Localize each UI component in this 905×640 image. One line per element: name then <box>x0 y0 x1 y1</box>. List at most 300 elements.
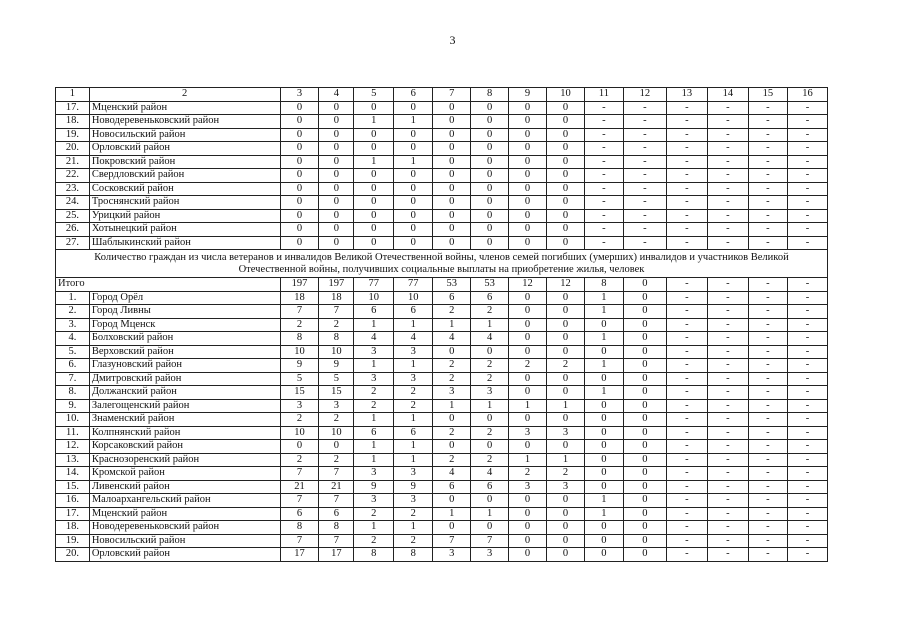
value-cell: - <box>787 291 827 305</box>
value-cell: 0 <box>547 372 585 386</box>
value-cell: - <box>787 142 827 156</box>
row-number: 6. <box>56 359 90 373</box>
value-cell: 1 <box>394 115 433 129</box>
table-row <box>56 345 828 359</box>
value-cell: - <box>666 534 707 548</box>
value-cell: 7 <box>319 494 354 508</box>
value-cell: 0 <box>547 548 585 562</box>
value-cell: 0 <box>471 223 509 237</box>
table-row <box>56 372 828 386</box>
section-title: Количество граждан из числа ветеранов и инвалидов Великой Отечественной войны, членов семей погибших (умерших) инвалидов и участников Великой Отечественной войны, получивших социальные выплаты на приобретение жилья, человек <box>56 250 828 278</box>
value-cell: 2 <box>433 372 471 386</box>
value-cell: 0 <box>354 142 394 156</box>
value-cell: 9 <box>354 480 394 494</box>
value-cell: 1 <box>547 453 585 467</box>
value-cell: - <box>707 155 748 169</box>
value-cell: 0 <box>623 413 666 427</box>
table-body <box>56 88 828 562</box>
value-cell: - <box>666 548 707 562</box>
value-cell: - <box>787 359 827 373</box>
value-cell: 0 <box>280 196 319 210</box>
value-cell: 0 <box>471 413 509 427</box>
district-name: Корсаковский район <box>89 440 280 454</box>
value-cell: 21 <box>319 480 354 494</box>
value-cell: 0 <box>509 548 547 562</box>
value-cell: 0 <box>547 386 585 400</box>
district-name: Сосковский район <box>89 182 280 196</box>
value-cell: 7 <box>280 467 319 481</box>
value-cell: 0 <box>547 507 585 521</box>
district-name: Кромской район <box>89 467 280 481</box>
value-cell: 0 <box>623 399 666 413</box>
table-row <box>56 521 828 535</box>
row-number: 20. <box>56 142 90 156</box>
value-cell: 6 <box>433 480 471 494</box>
value-cell: 6 <box>394 305 433 319</box>
value-cell: - <box>748 534 787 548</box>
value-cell: 2 <box>471 453 509 467</box>
value-cell: 2 <box>394 534 433 548</box>
value-cell: 4 <box>394 332 433 346</box>
value-cell: 0 <box>509 128 547 142</box>
value-cell: - <box>707 236 748 250</box>
value-cell: 2 <box>280 318 319 332</box>
table-row <box>56 155 828 169</box>
value-cell: - <box>787 318 827 332</box>
value-cell: 0 <box>584 467 623 481</box>
value-cell: 0 <box>280 182 319 196</box>
table-row <box>56 182 828 196</box>
header-cell: 6 <box>394 88 433 102</box>
value-cell: - <box>748 386 787 400</box>
value-cell: 0 <box>509 236 547 250</box>
header-cell: 3 <box>280 88 319 102</box>
value-cell: 0 <box>319 440 354 454</box>
value-cell: 15 <box>280 386 319 400</box>
value-cell: - <box>623 182 666 196</box>
table-row <box>56 534 828 548</box>
value-cell: 0 <box>509 534 547 548</box>
value-cell: - <box>707 142 748 156</box>
district-name: Болховский район <box>89 332 280 346</box>
row-number: 19. <box>56 534 90 548</box>
value-cell: 0 <box>623 318 666 332</box>
district-name: Орловский район <box>89 548 280 562</box>
value-cell: - <box>666 101 707 115</box>
table-row <box>56 359 828 373</box>
table-row <box>56 386 828 400</box>
value-cell: 10 <box>394 291 433 305</box>
total-value: 8 <box>584 278 623 292</box>
value-cell: 0 <box>547 182 585 196</box>
value-cell: 0 <box>471 494 509 508</box>
value-cell: 1 <box>433 399 471 413</box>
value-cell: 0 <box>509 386 547 400</box>
value-cell: 0 <box>433 440 471 454</box>
value-cell: - <box>666 413 707 427</box>
value-cell: 0 <box>394 169 433 183</box>
row-number: 10. <box>56 413 90 427</box>
value-cell: 2 <box>394 507 433 521</box>
value-cell: - <box>666 467 707 481</box>
value-cell: 9 <box>394 480 433 494</box>
value-cell: 0 <box>471 440 509 454</box>
value-cell: 10 <box>280 426 319 440</box>
table-row <box>56 101 828 115</box>
value-cell: - <box>707 548 748 562</box>
value-cell: - <box>666 291 707 305</box>
value-cell: - <box>623 223 666 237</box>
value-cell: 0 <box>623 372 666 386</box>
row-number: 25. <box>56 209 90 223</box>
value-cell: 0 <box>509 413 547 427</box>
value-cell: 0 <box>433 345 471 359</box>
value-cell: - <box>748 345 787 359</box>
value-cell: 4 <box>354 332 394 346</box>
value-cell: - <box>748 507 787 521</box>
value-cell: - <box>748 372 787 386</box>
value-cell: 1 <box>584 291 623 305</box>
value-cell: 0 <box>433 521 471 535</box>
value-cell: 0 <box>584 440 623 454</box>
value-cell: 0 <box>354 223 394 237</box>
district-name: Орловский район <box>89 142 280 156</box>
value-cell: - <box>787 534 827 548</box>
value-cell: 2 <box>319 453 354 467</box>
total-value: 197 <box>280 278 319 292</box>
value-cell: 2 <box>471 305 509 319</box>
value-cell: 0 <box>547 305 585 319</box>
value-cell: - <box>787 548 827 562</box>
table-row <box>56 413 828 427</box>
value-cell: 2 <box>547 359 585 373</box>
value-cell: - <box>748 101 787 115</box>
total-value: - <box>748 278 787 292</box>
value-cell: 0 <box>509 494 547 508</box>
value-cell: 3 <box>354 345 394 359</box>
value-cell: 0 <box>547 169 585 183</box>
table-row <box>56 507 828 521</box>
value-cell: - <box>787 467 827 481</box>
value-cell: - <box>584 169 623 183</box>
value-cell: 0 <box>547 155 585 169</box>
value-cell: 0 <box>354 169 394 183</box>
value-cell: 0 <box>433 223 471 237</box>
value-cell: 5 <box>280 372 319 386</box>
value-cell: 0 <box>584 372 623 386</box>
row-number: 7. <box>56 372 90 386</box>
value-cell: - <box>748 359 787 373</box>
value-cell: - <box>666 155 707 169</box>
value-cell: - <box>787 332 827 346</box>
total-value: - <box>787 278 827 292</box>
value-cell: 0 <box>584 534 623 548</box>
value-cell: 0 <box>433 169 471 183</box>
header-cell: 2 <box>89 88 280 102</box>
value-cell: - <box>666 223 707 237</box>
district-name: Покровский район <box>89 155 280 169</box>
value-cell: 1 <box>584 386 623 400</box>
value-cell: - <box>584 182 623 196</box>
value-cell: - <box>666 507 707 521</box>
value-cell: 0 <box>433 142 471 156</box>
value-cell: 0 <box>509 101 547 115</box>
value-cell: - <box>787 169 827 183</box>
value-cell: 0 <box>547 494 585 508</box>
value-cell: - <box>748 209 787 223</box>
row-number: 21. <box>56 155 90 169</box>
value-cell: 3 <box>509 426 547 440</box>
value-cell: 2 <box>471 372 509 386</box>
value-cell: 0 <box>471 196 509 210</box>
district-name: Новосильский район <box>89 534 280 548</box>
value-cell: 3 <box>394 494 433 508</box>
row-number: 5. <box>56 345 90 359</box>
value-cell: - <box>666 318 707 332</box>
value-cell: 7 <box>280 305 319 319</box>
row-number: 13. <box>56 453 90 467</box>
value-cell: - <box>787 236 827 250</box>
value-cell: - <box>787 521 827 535</box>
value-cell: 9 <box>280 359 319 373</box>
value-cell: 0 <box>319 128 354 142</box>
district-name: Хотынецкий район <box>89 223 280 237</box>
table-row <box>56 318 828 332</box>
value-cell: - <box>623 128 666 142</box>
value-cell: 1 <box>394 440 433 454</box>
value-cell: - <box>666 494 707 508</box>
value-cell: - <box>748 155 787 169</box>
district-name: Ливенский район <box>89 480 280 494</box>
value-cell: 17 <box>280 548 319 562</box>
value-cell: 0 <box>394 236 433 250</box>
value-cell: 0 <box>394 196 433 210</box>
value-cell: 1 <box>354 440 394 454</box>
value-cell: 4 <box>471 332 509 346</box>
total-value: 53 <box>433 278 471 292</box>
value-cell: 0 <box>354 209 394 223</box>
value-cell: 3 <box>394 467 433 481</box>
value-cell: 0 <box>547 128 585 142</box>
value-cell: 1 <box>547 399 585 413</box>
value-cell: 8 <box>280 332 319 346</box>
value-cell: - <box>707 305 748 319</box>
value-cell: 0 <box>509 440 547 454</box>
value-cell: - <box>707 480 748 494</box>
value-cell: 0 <box>433 155 471 169</box>
value-cell: 2 <box>547 467 585 481</box>
value-cell: 0 <box>509 345 547 359</box>
value-cell: 0 <box>623 332 666 346</box>
row-number: 19. <box>56 128 90 142</box>
value-cell: - <box>623 115 666 129</box>
value-cell: 1 <box>584 494 623 508</box>
value-cell: 0 <box>547 115 585 129</box>
value-cell: - <box>787 494 827 508</box>
value-cell: 1 <box>394 413 433 427</box>
value-cell: 7 <box>433 534 471 548</box>
value-cell: 1 <box>354 413 394 427</box>
value-cell: 3 <box>433 386 471 400</box>
value-cell: 0 <box>354 101 394 115</box>
value-cell: - <box>748 128 787 142</box>
value-cell: - <box>584 236 623 250</box>
value-cell: - <box>584 223 623 237</box>
table-row <box>56 467 828 481</box>
value-cell: - <box>748 169 787 183</box>
total-value: 53 <box>471 278 509 292</box>
value-cell: 1 <box>584 359 623 373</box>
value-cell: 1 <box>354 155 394 169</box>
row-number: 16. <box>56 494 90 508</box>
value-cell: 0 <box>547 209 585 223</box>
value-cell: 1 <box>471 507 509 521</box>
district-name: Должанский район <box>89 386 280 400</box>
value-cell: 0 <box>623 548 666 562</box>
value-cell: - <box>623 101 666 115</box>
value-cell: - <box>707 115 748 129</box>
value-cell: 0 <box>547 332 585 346</box>
value-cell: 0 <box>509 223 547 237</box>
total-value: 12 <box>509 278 547 292</box>
value-cell: 0 <box>509 155 547 169</box>
value-cell: - <box>787 399 827 413</box>
value-cell: - <box>748 332 787 346</box>
row-number: 18. <box>56 521 90 535</box>
value-cell: 3 <box>280 399 319 413</box>
value-cell: 2 <box>354 386 394 400</box>
district-name: Новодеревеньковский район <box>89 115 280 129</box>
row-number: 26. <box>56 223 90 237</box>
value-cell: 1 <box>354 318 394 332</box>
value-cell: - <box>707 332 748 346</box>
value-cell: 8 <box>280 521 319 535</box>
value-cell: 21 <box>280 480 319 494</box>
value-cell: - <box>666 372 707 386</box>
value-cell: - <box>707 494 748 508</box>
value-cell: - <box>584 155 623 169</box>
value-cell: 6 <box>280 507 319 521</box>
value-cell: 4 <box>433 332 471 346</box>
page-number: 3 <box>449 33 456 47</box>
total-value: 0 <box>623 278 666 292</box>
value-cell: 5 <box>319 372 354 386</box>
value-cell: 3 <box>354 467 394 481</box>
value-cell: 2 <box>433 426 471 440</box>
value-cell: 7 <box>319 467 354 481</box>
value-cell: 10 <box>319 426 354 440</box>
value-cell: - <box>666 440 707 454</box>
table-row <box>56 115 828 129</box>
value-cell: - <box>666 142 707 156</box>
value-cell: - <box>707 521 748 535</box>
value-cell: 1 <box>394 318 433 332</box>
table-row <box>56 494 828 508</box>
value-cell: - <box>707 399 748 413</box>
value-cell: 0 <box>547 236 585 250</box>
value-cell: 0 <box>471 182 509 196</box>
value-cell: 0 <box>471 101 509 115</box>
value-cell: 0 <box>547 142 585 156</box>
row-number: 11. <box>56 426 90 440</box>
value-cell: - <box>748 548 787 562</box>
statistics-table <box>55 87 828 562</box>
value-cell: 15 <box>319 386 354 400</box>
value-cell: 1 <box>354 115 394 129</box>
value-cell: - <box>787 115 827 129</box>
district-name: Город Мценск <box>89 318 280 332</box>
value-cell: 0 <box>509 142 547 156</box>
row-number: 24. <box>56 196 90 210</box>
value-cell: - <box>707 223 748 237</box>
value-cell: 0 <box>584 399 623 413</box>
value-cell: - <box>707 169 748 183</box>
value-cell: 1 <box>584 507 623 521</box>
value-cell: - <box>787 426 827 440</box>
value-cell: 7 <box>319 305 354 319</box>
value-cell: 0 <box>394 223 433 237</box>
total-label: Итого <box>56 278 281 292</box>
value-cell: 0 <box>280 169 319 183</box>
table-row <box>56 548 828 562</box>
value-cell: 6 <box>471 291 509 305</box>
value-cell: 6 <box>433 291 471 305</box>
value-cell: - <box>748 182 787 196</box>
table-row <box>56 223 828 237</box>
value-cell: 0 <box>471 345 509 359</box>
value-cell: 0 <box>354 128 394 142</box>
value-cell: - <box>707 386 748 400</box>
value-cell: 8 <box>319 521 354 535</box>
value-cell: - <box>787 101 827 115</box>
value-cell: - <box>787 440 827 454</box>
value-cell: - <box>787 453 827 467</box>
value-cell: 0 <box>471 521 509 535</box>
value-cell: - <box>787 305 827 319</box>
value-cell: 3 <box>433 548 471 562</box>
value-cell: 0 <box>584 413 623 427</box>
value-cell: - <box>748 305 787 319</box>
value-cell: - <box>748 467 787 481</box>
value-cell: 3 <box>471 386 509 400</box>
total-value: 77 <box>354 278 394 292</box>
district-name: Глазуновский район <box>89 359 280 373</box>
value-cell: 3 <box>547 480 585 494</box>
header-cell: 1 <box>56 88 90 102</box>
value-cell: - <box>707 440 748 454</box>
value-cell: 0 <box>433 236 471 250</box>
value-cell: 2 <box>471 426 509 440</box>
value-cell: 1 <box>354 521 394 535</box>
row-number: 22. <box>56 169 90 183</box>
value-cell: 1 <box>394 155 433 169</box>
value-cell: - <box>584 209 623 223</box>
value-cell: - <box>748 223 787 237</box>
value-cell: 3 <box>509 480 547 494</box>
value-cell: 0 <box>623 440 666 454</box>
row-number: 15. <box>56 480 90 494</box>
district-name: Шаблыкинский район <box>89 236 280 250</box>
value-cell: 2 <box>354 534 394 548</box>
value-cell: 0 <box>509 521 547 535</box>
value-cell: 8 <box>394 548 433 562</box>
value-cell: 0 <box>394 101 433 115</box>
value-cell: 1 <box>394 453 433 467</box>
value-cell: 0 <box>623 521 666 535</box>
value-cell: 0 <box>584 345 623 359</box>
district-name: Краснозоренский район <box>89 453 280 467</box>
value-cell: - <box>787 507 827 521</box>
